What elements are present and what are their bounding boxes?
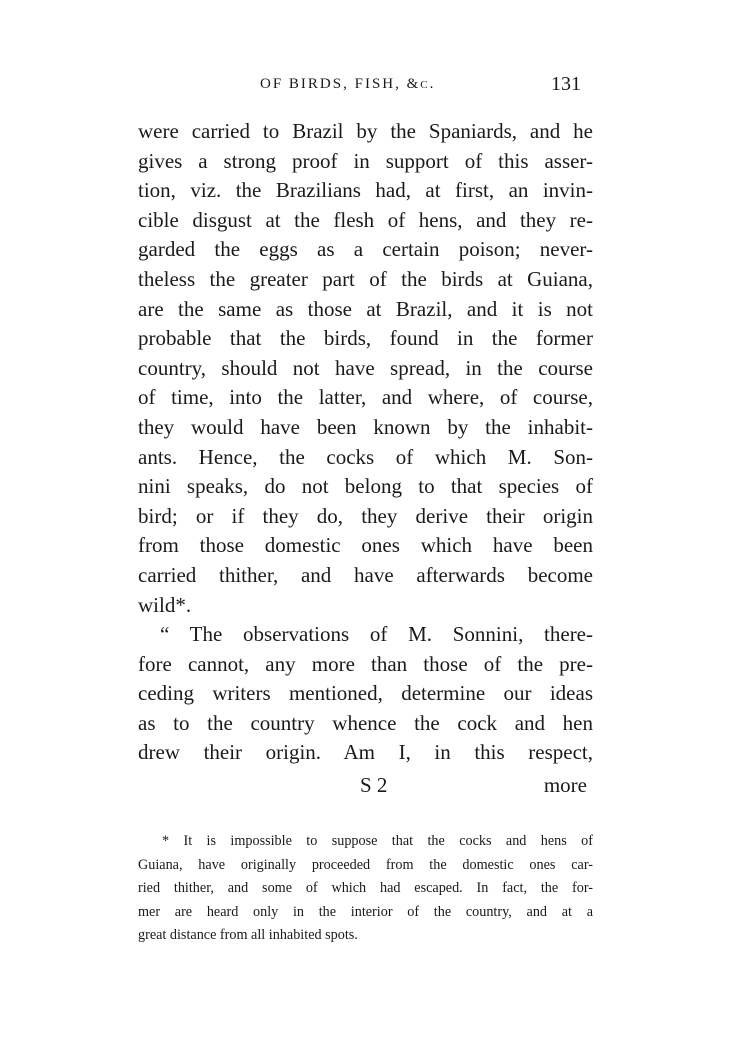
footnote-line: Guiana, have originally proceeded from the domestic ones car- — [138, 856, 593, 873]
text-line: bird; or if they do, they derive their origin — [138, 503, 593, 528]
text-line: are the same as those at Brazil, and it is not — [138, 296, 593, 321]
catchword: more — [543, 773, 587, 797]
footnote-line: ried thither, and some of which had escaped. In fact, the for- — [138, 880, 593, 896]
text-line: fore cannot, any more than those of the pre- — [138, 651, 593, 676]
footnote-line: great distance from all inhabited spots. — [138, 927, 358, 943]
text-line: nini speaks, do not belong to that species of — [138, 474, 593, 499]
text-line: were carried to Brazil by the Spaniards, and he — [138, 119, 593, 143]
text-line: ceding writers mentioned, determine our ideas — [138, 681, 593, 706]
signature-mark: S 2 — [360, 773, 388, 797]
text-line: cible disgust at the flesh of hens, and they re- — [138, 207, 593, 232]
body-text — [138, 117, 593, 768]
text-line: from those domestic ones which have been — [138, 533, 593, 558]
page-foot — [138, 771, 593, 799]
text-line: they would have been known by the inhabit- — [138, 414, 593, 439]
text-line: theless the greater part of the birds at Guiana, — [138, 266, 593, 291]
text-line: “ The observations of M. Sonnini, there- — [160, 622, 593, 647]
text-line: country, should not have spread, in the course — [138, 355, 593, 380]
text-line: of time, into the latter, and where, of course, — [138, 385, 593, 410]
text-line: drew their origin. Am I, in this respect, — [138, 740, 593, 765]
text-line: as to the country whence the cock and hen — [138, 710, 593, 735]
text-line: carried thither, and have afterwards become — [138, 562, 593, 587]
footnote-line: mer are heard only in the interior of the country, and at a — [138, 903, 593, 920]
text-line: tion, viz. the Brazilians had, at first, an invin- — [138, 178, 593, 203]
text-line: probable that the birds, found in the former — [138, 326, 593, 351]
page-header — [250, 73, 595, 100]
text-line: wild*. — [138, 592, 192, 617]
text-line: ants. Hence, the cocks of which M. Son- — [138, 444, 593, 469]
footnote-line: * It is impossible to suppose that the cocks and hens of — [162, 833, 593, 849]
footnote — [138, 830, 593, 948]
text-line: garded the eggs as a certain poison; never- — [138, 237, 593, 262]
running-head: OF BIRDS, FISH, &c. — [260, 76, 436, 92]
text-line: gives a strong proof in support of this asser- — [138, 148, 593, 173]
page-number: 131 — [551, 73, 581, 95]
